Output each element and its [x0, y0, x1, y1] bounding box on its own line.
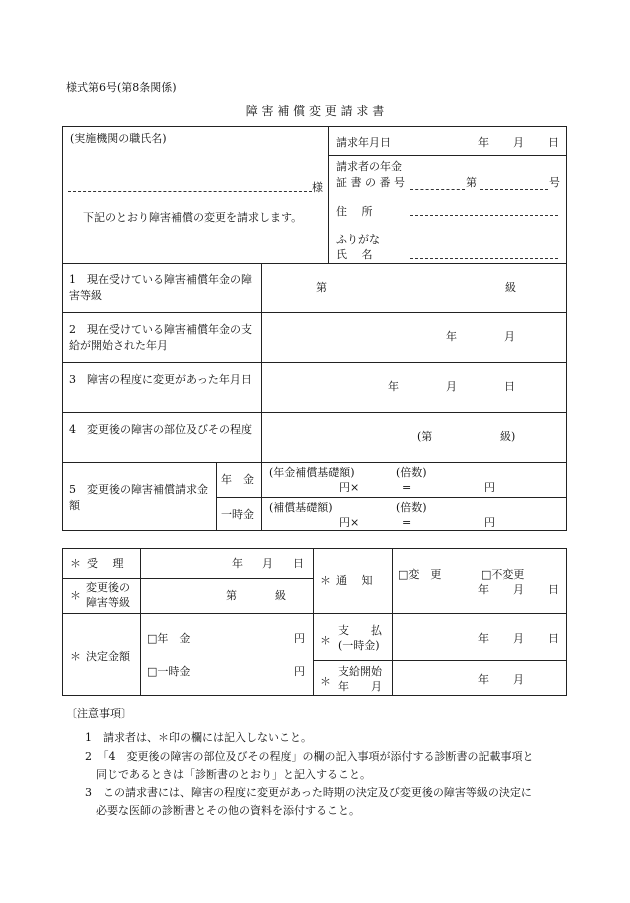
item3-year: 年: [388, 380, 399, 393]
comp-base-label: (補償基礎額): [269, 501, 333, 514]
pension-number-line-2[interactable]: [480, 189, 548, 190]
decided-label: 決定金額: [86, 650, 130, 663]
item4-dai: (第: [417, 430, 433, 443]
item5-lump-label: 一時金: [221, 508, 254, 521]
decided-pension-yen: 円: [294, 632, 305, 645]
notes-heading: 〔注意事項〕: [66, 707, 132, 720]
form-number: 様式第6号(第8条関係): [66, 81, 177, 94]
payment-day: 日: [548, 632, 559, 645]
pension-yen: 円: [484, 481, 495, 494]
lump-multiplier-label: (倍数): [396, 501, 427, 514]
note-1: 1 請求者は、＊印の欄には記入しないこと。: [85, 731, 312, 744]
grade-kyu: 級: [275, 589, 286, 602]
address-line[interactable]: [410, 215, 558, 216]
decided-mark: ＊: [70, 650, 81, 663]
item5-pension-label: 年 金: [221, 473, 254, 486]
lump-equals: =: [402, 516, 412, 529]
divider: [313, 548, 314, 696]
item3-month: 月: [446, 380, 457, 393]
pension-number-line-1[interactable]: [410, 189, 465, 190]
form-title: 障 害 補 償 変 更 請 求 書: [245, 104, 385, 118]
note-2-line-2: 同じであるときは「診断書のとおり」と記入すること。: [96, 768, 371, 781]
name-label: 氏 名: [336, 248, 373, 261]
notice-mark: ＊: [320, 574, 331, 587]
receipt-mark: ＊: [70, 557, 81, 570]
divider: [261, 263, 262, 531]
start-mark: ＊: [320, 675, 331, 688]
no-change-checkbox[interactable]: □不変更: [481, 568, 525, 581]
item4-label: 4 変更後の障害の部位及びその程度: [69, 423, 252, 436]
item3-day: 日: [504, 380, 515, 393]
start-label-2: 年 月: [338, 680, 382, 693]
divider: [62, 613, 567, 614]
pension-number-dai: 第: [466, 176, 477, 189]
request-sentence: 下記のとおり障害補償の変更を請求します。: [83, 211, 303, 224]
request-date-label: 請求年月日: [336, 136, 391, 149]
item3-label: 3 障害の程度に変更があった年月日: [69, 373, 252, 386]
receipt-label: 受 理: [87, 557, 124, 570]
institution-name-line[interactable]: [68, 191, 312, 192]
start-year: 年: [478, 673, 489, 686]
payment-label-1: 支 払: [338, 624, 382, 637]
divider: [62, 462, 567, 463]
divider: [392, 548, 393, 696]
pension-yen-times: 円×: [339, 481, 360, 494]
address-label: 住 所: [336, 205, 373, 218]
lump-yen: 円: [484, 516, 495, 529]
decided-lump-checkbox[interactable]: □一時金: [147, 665, 191, 678]
grade-mark: ＊: [70, 589, 81, 602]
item2-label: 2 現在受けている障害補償年金の支給が開始された年月: [69, 323, 252, 352]
payment-month: 月: [513, 632, 524, 645]
payment-mark: ＊: [320, 634, 331, 647]
item5-label: 5 変更後の障害補償請求金額: [69, 483, 208, 512]
institution-label: (実施機関の職氏名): [70, 132, 167, 145]
item4-kyu: 級): [500, 430, 516, 443]
pension-number-label-2: 証 書 の 番 号: [336, 176, 405, 189]
receipt-year: 年: [232, 557, 243, 570]
pension-number-label-1: 請求者の年金: [336, 160, 402, 173]
divider: [62, 312, 567, 313]
item1-kyu: 級: [505, 281, 516, 294]
notice-label: 通 知: [336, 574, 373, 587]
honorific: 様: [312, 181, 323, 194]
furigana-label: ふりがな: [336, 233, 380, 246]
item1-label: 1 現在受けている障害補償年金の障害等級: [69, 273, 252, 302]
request-date-year[interactable]: 年: [478, 136, 489, 149]
grade-label-1: 変更後の: [86, 581, 130, 594]
decided-pension-checkbox[interactable]: □年 金: [147, 632, 191, 645]
decided-lump-yen: 円: [294, 665, 305, 678]
notice-year: 年: [478, 583, 489, 596]
notice-month: 月: [513, 583, 524, 596]
divider: [62, 578, 313, 579]
payment-label-2: (一時金): [338, 639, 380, 652]
request-date-month[interactable]: 月: [513, 136, 524, 149]
divider: [313, 660, 567, 661]
start-month: 月: [513, 673, 524, 686]
change-checkbox[interactable]: □変 更: [398, 568, 442, 581]
start-label-1: 支給開始: [338, 665, 382, 678]
divider: [328, 126, 329, 263]
divider: [62, 362, 567, 363]
note-2-line-1: 2 「4 変更後の障害の部位及びその程度」の欄の記入事項が添付する診断書の記載事項と: [85, 750, 534, 763]
grade-dai: 第: [226, 589, 237, 602]
name-line[interactable]: [410, 258, 558, 259]
pension-number-go: 号: [549, 176, 560, 189]
note-3-line-2: 必要な医師の診断書とその他の資料を添付すること。: [96, 804, 360, 817]
divider: [62, 412, 567, 413]
notice-day: 日: [548, 583, 559, 596]
item1-dai: 第: [316, 281, 327, 294]
pension-equals: =: [402, 481, 412, 494]
divider: [216, 497, 567, 498]
receipt-month: 月: [262, 557, 273, 570]
divider: [140, 548, 141, 696]
pension-multiplier-label: (倍数): [396, 466, 427, 479]
divider: [62, 263, 567, 264]
receipt-day: 日: [293, 557, 304, 570]
grade-label-2: 障害等級: [86, 596, 130, 609]
request-date-day[interactable]: 日: [548, 136, 559, 149]
note-3-line-1: 3 この請求書には、障害の程度に変更があった時期の決定及び変更後の障害等級の決定に: [85, 786, 532, 799]
pension-base-label: (年金補償基礎額): [269, 466, 355, 479]
item2-year: 年: [446, 330, 457, 343]
lump-yen-times: 円×: [339, 516, 360, 529]
divider: [328, 155, 567, 156]
item2-month: 月: [504, 330, 515, 343]
payment-year: 年: [478, 632, 489, 645]
